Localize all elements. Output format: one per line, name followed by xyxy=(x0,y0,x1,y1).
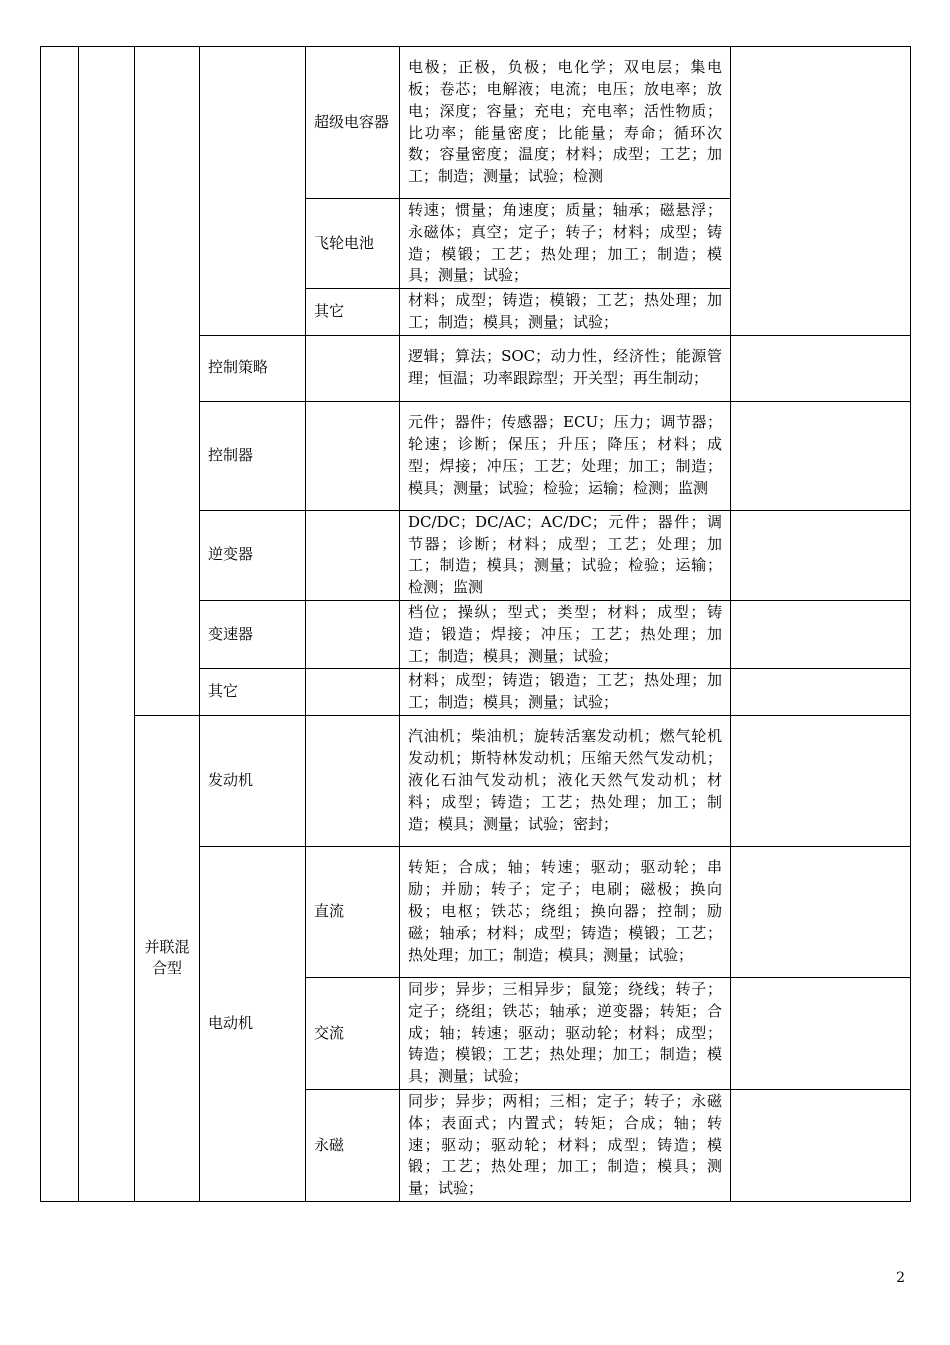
component-cell: 逆变器 xyxy=(200,510,306,600)
keywords-cell: 逻辑；算法；SOC；动力性，经济性；能源管理；恒温；功率跟踪型；开关型；再生制动； xyxy=(400,335,731,401)
remarks-cell xyxy=(731,977,911,1089)
component-cell: 控制器 xyxy=(200,401,306,510)
keywords-cell: 材料；成型；铸造；锻造；工艺；热处理；加工；制造；模具；测量；试验； xyxy=(400,669,731,716)
keywords-cell: 汽油机；柴油机；旋转活塞发动机；燃气轮机发动机；斯特林发动机；压缩天然气发动机；液化石油气发动机；液化天然气发动机；材料；成型；铸造；工艺；热处理；加工；制造；模具；测量；试验；密封； xyxy=(400,715,731,846)
keywords-cell: DC/DC；DC/AC；AC/DC；元件；器件；调节器；诊断；材料；成型；工艺；处理；加工；制造；模具；测量；试验；检验；运输；检测；监测 xyxy=(400,510,731,600)
remarks-cell xyxy=(731,335,911,401)
empty-cell xyxy=(79,47,135,1202)
sub-category-cell-empty xyxy=(306,715,400,846)
sub-category-cell: 其它 xyxy=(306,289,400,336)
keywords-cell: 档位；操纵；型式；类型；材料；成型；铸造；锻造；焊接；冲压；工艺；热处理；加工；制造；模具；测量；试验； xyxy=(400,600,731,668)
page-number: 2 xyxy=(896,1270,905,1286)
sub-category-cell: 直流 xyxy=(306,846,400,977)
component-cell: 发动机 xyxy=(200,715,306,846)
sub-category-cell: 永磁 xyxy=(306,1089,400,1201)
remarks-cell xyxy=(731,669,911,716)
keyword-table xyxy=(40,46,911,1202)
sub-category-cell-empty xyxy=(306,510,400,600)
remarks-cell xyxy=(731,401,911,510)
component-cell: 其它 xyxy=(200,669,306,716)
keywords-cell: 元件；器件；传感器；ECU；压力；调节器；轮速；诊断；保压；升压；降压；材料；成型；焊接；冲压；工艺；处理；加工；制造；模具；测量；试验；检验；运输；检测；监测 xyxy=(400,401,731,510)
component-cell: 变速器 xyxy=(200,600,306,668)
remarks-cell xyxy=(731,715,911,846)
table-row xyxy=(41,47,911,199)
sub-category-cell: 超级电容器 xyxy=(306,47,400,199)
remarks-cell xyxy=(731,510,911,600)
keywords-cell: 同步；异步；三相异步；鼠笼；绕线；转子；定子；绕组；铁芯；轴承；逆变器；转矩；合成；轴；转速；驱动；驱动轮；材料；成型；铸造；模锻；工艺；热处理；加工；制造；模具；测量；试验； xyxy=(400,977,731,1089)
remarks-cell xyxy=(731,47,911,336)
keywords-cell: 电极；正极，负极；电化学；双电层；集电板；卷芯；电解液；电流；电压；放电率；放电；深度；容量；充电；充电率；活性物质；比功率；能量密度；比能量；寿命；循环次数；容量密度；温度；材料；成型；工艺；加工；制造；测量；试验；检测 xyxy=(400,47,731,199)
sub-category-cell: 飞轮电池 xyxy=(306,199,400,289)
vehicle-type-cell: 并联混合型 xyxy=(135,715,200,1201)
component-cell-empty xyxy=(200,47,306,336)
sub-category-cell-empty xyxy=(306,335,400,401)
sub-category-cell-empty xyxy=(306,401,400,510)
component-cell: 电动机 xyxy=(200,846,306,1201)
table-row xyxy=(41,715,911,846)
sub-category-cell: 交流 xyxy=(306,977,400,1089)
remarks-cell xyxy=(731,1089,911,1201)
sub-category-cell-empty xyxy=(306,669,400,716)
keywords-cell: 材料；成型；铸造；模锻；工艺；热处理；加工；制造；模具；测量；试验； xyxy=(400,289,731,336)
remarks-cell xyxy=(731,846,911,977)
component-cell: 控制策略 xyxy=(200,335,306,401)
remarks-cell xyxy=(731,600,911,668)
keywords-cell: 转矩；合成；轴；转速；驱动；驱动轮；串励；并励；转子；定子；电刷；磁极；换向极；电枢；铁芯；绕组；换向器；控制；励磁；轴承；材料；成型；铸造；模锻；工艺；热处理；加工；制造；模具；测量；试验； xyxy=(400,846,731,977)
keywords-cell: 同步；异步；两相；三相；定子；转子；永磁体；表面式；内置式；转矩；合成；轴；转速；驱动；驱动轮；材料；成型；铸造；模锻；工艺；热处理；加工；制造；模具；测量；试验； xyxy=(400,1089,731,1201)
empty-cell xyxy=(41,47,79,1202)
type-cell-empty xyxy=(135,47,200,716)
sub-category-cell-empty xyxy=(306,600,400,668)
keywords-cell: 转速；惯量；角速度；质量；轴承；磁悬浮；永磁体；真空；定子；转子；材料；成型；铸造；模锻；工艺；热处理；加工；制造；模具；测量；试验； xyxy=(400,199,731,289)
